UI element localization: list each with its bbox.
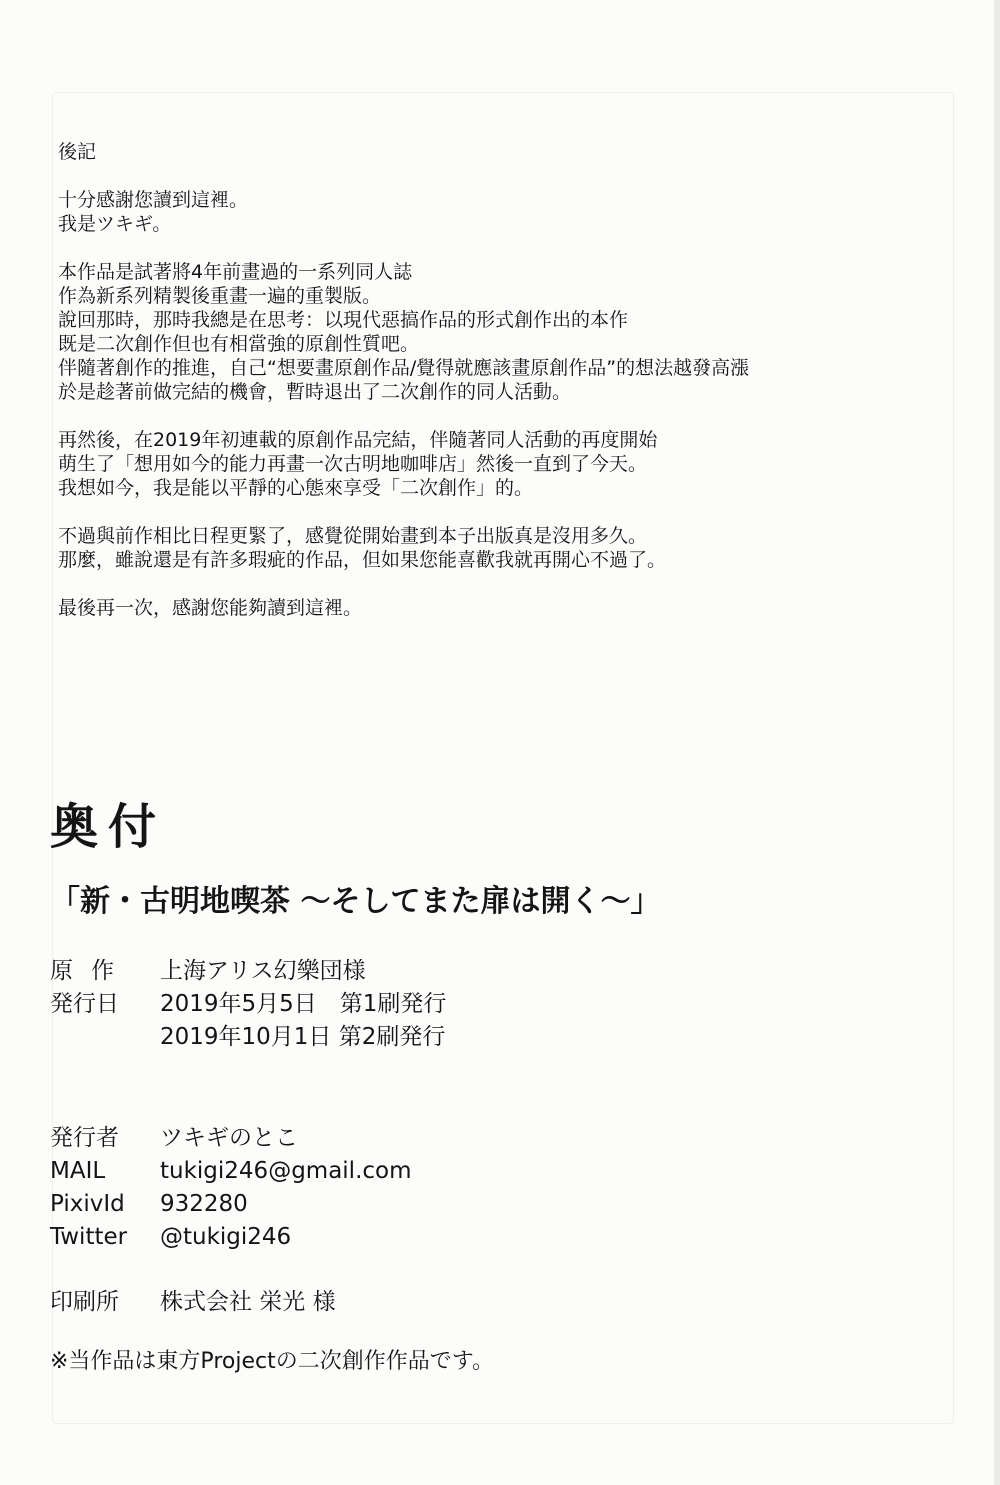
publish-date-second: 2019年10月1日 第2刷発行 <box>160 1024 446 1050</box>
afterword-line: 我是ツキギ。 <box>58 213 172 235</box>
publish-date-label: 発行日 <box>50 991 119 1017</box>
afterword-line: 於是趁著前做完結的機會，暫時退出了二次創作的同人活動。 <box>58 381 572 403</box>
afterword-line: 說回那時，那時我總是在思考：以現代惡搞作品的形式創作出的本作 <box>58 309 629 331</box>
afterword-paragraph-1 <box>58 188 958 236</box>
publisher-value: ツキギのとこ <box>160 1125 298 1151</box>
publish-date-row-2 <box>50 1021 446 1054</box>
twitter-label: Twitter <box>50 1224 128 1250</box>
publisher-label: 発行者 <box>50 1125 119 1151</box>
afterword-paragraph-3 <box>58 428 958 500</box>
afterword-paragraph-5 <box>58 596 958 620</box>
afterword-paragraph-4 <box>58 524 958 572</box>
afterword-line: 萌生了「想用如今的能力再畫一次古明地咖啡店」然後一直到了今天。 <box>58 453 648 475</box>
derivative-work-notice: ※当作品は東方Projectの二次創作作品です。 <box>50 1349 494 1374</box>
afterword-line: 不過與前作相比日程更緊了，感覺從開始畫到本子出版真是沒用多久。 <box>58 525 648 547</box>
printer-row <box>50 1286 336 1319</box>
publish-date-row <box>50 988 446 1021</box>
afterword-line: 十分感謝您讀到這裡。 <box>58 189 249 211</box>
original-work-row <box>50 955 446 988</box>
afterword-line: 那麼，雖說還是有許多瑕疵的作品，但如果您能喜歡我就再開心不過了。 <box>58 549 667 571</box>
publication-info <box>50 955 446 1054</box>
publish-date-first: 2019年5月5日 第1刷発行 <box>160 991 447 1017</box>
afterword-line: 作為新系列精製後重畫一遍的重製版。 <box>58 285 382 307</box>
printer-label: 印刷所 <box>50 1289 119 1315</box>
book-title: 「新・古明地喫茶 〜そしてまた扉は開く〜」 <box>50 884 661 919</box>
afterword-paragraph-2 <box>58 260 958 404</box>
pixiv-value: 932280 <box>160 1191 248 1217</box>
afterword-section <box>58 140 958 644</box>
mail-label: MAIL <box>50 1158 106 1184</box>
pixiv-label: PixivId <box>50 1191 125 1217</box>
afterword-line: 本作品是試著將4年前畫過的一系列同人誌 <box>58 261 413 283</box>
twitter-row <box>50 1221 412 1254</box>
afterword-line: 最後再一次，感謝您能夠讀到這裡。 <box>58 597 363 619</box>
publisher-info <box>50 1122 412 1254</box>
printer-value: 株式会社 栄光 様 <box>160 1289 336 1315</box>
publisher-row <box>50 1122 412 1155</box>
pixiv-row <box>50 1188 412 1221</box>
afterword-title: 後記 <box>58 141 97 163</box>
afterword-line: 我想如今，我是能以平靜的心態來享受「二次創作」的。 <box>58 477 534 499</box>
label-spacer <box>50 1021 160 1054</box>
afterword-line: 再然後，在2019年初連載的原創作品完結，伴隨著同人活動的再度開始 <box>58 429 658 451</box>
printer-info <box>50 1286 336 1319</box>
mail-row <box>50 1155 412 1188</box>
afterword-title-paragraph <box>58 140 958 164</box>
afterword-line: 既是二次創作但也有相當強的原創性質吧。 <box>58 333 420 355</box>
mail-value: tukigi246@gmail.com <box>160 1158 412 1184</box>
original-work-label: 原作 <box>50 958 132 984</box>
original-work-value: 上海アリス幻樂団様 <box>160 958 366 984</box>
colophon-heading: 奥付 <box>50 799 167 855</box>
twitter-value: @tukigi246 <box>160 1224 292 1250</box>
afterword-line: 伴隨著創作的推進，自己“想要畫原創作品/覺得就應該畫原創作品”的想法越發高漲 <box>58 357 750 379</box>
